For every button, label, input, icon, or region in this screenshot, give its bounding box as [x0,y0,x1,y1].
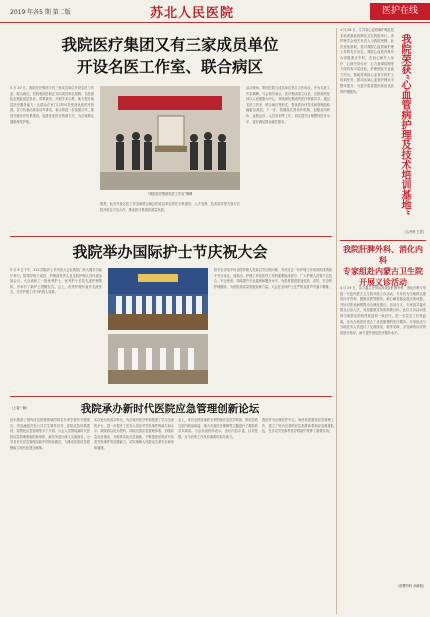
newspaper-brand: 苏北人民医院 [150,6,235,21]
divider-line [10,236,332,237]
column-rule [336,28,337,614]
article3-body-col3: 会上，来自全国各地的专家围绕应急医学救援、院前急救与院内救治衔接、重大灾害医疗保障等主题进行了精彩的学术演讲。与会代表纷纷表示，论坛内容丰富、针对性强，对今后的工作具有重要的指导意义。 [178,418,258,439]
article2-photo-2 [108,334,208,384]
sidebar-story-title: 我院荣获“心血管病护理及技术培训基地” [399,34,410,216]
article1-photo [100,86,240,190]
article3-lead: （上接一版） [10,406,30,410]
article2-body-col1: 5 月 9 日下午，512 国际护士节庆祝大会在我院门诊大楼多功能厅举行。院领导班子成员、护理部负责人及全院护理人员代表参加会议。大会表彰了一批优秀护士、优秀护士长及先进护理集体，并举行了新护士授帽仪式。会上，优秀护理代表作交流发言，分享护理工作中的感人故事。 [10,268,102,295]
article1-title-line1: 我院医疗集团又有三家成员单位 [61,35,279,54]
box2-title-line1: 我院肝脾外科、消化内科 [343,244,423,265]
article1-body-col3: 活动现场，集团总院与成员单位签订合作协议，并为名医工作室揭牌。与会领导表示，医疗集团成立以来，总院始终坚持以人民健康为中心，持续深化集团内医疗资源共享，通过名医工作室、联合病区等形式，将优质诊疗技术和管理经验辐射至基层。下一步，将继续完善协作机制，加强双向转诊、远程会诊、人员培训等工作，切实提升区域整体医疗水平，更好满足群众就医需求。 [246,86,330,124]
article3-body-col4: 我院作为区域医疗中心，始终高度重视应急管理工作，建立了较为完善的应急指挥体系和应急救援队伍，在多次突发事件医疗救援中发挥了重要作用。 [262,418,334,434]
article3-headline: 我院承办新时代医院应急管理创新论坛 [80,403,260,415]
divider-line-2 [10,396,332,397]
article3-body-col1: 论坛邀请了国内应急管理领域的知名专家学者作专题报告，内容涵盖突发公共卫生事件应对、医院应急体系建设、智慧化应急管理等多个方面。与会人员围绕新时代医院应急管理面临的新形势、新任务进行深入交流探讨，分享各自在应急管理实践中的经验做法，为推动医院应急管理能力现代化建言献策。 [10,418,90,450]
sidebar-story-byline: （心内科 王君） [402,230,426,234]
box2-title-line2: 专家组赴内蒙古卫生院 [343,266,423,276]
box2-body: 4 月 29 日，由方鑫主任带队的我院肝脾外科、消化内科专家组一行赴内蒙古卫生院开展义诊活动。专家们为当地群众提供诊疗咨询、健康宣教等服务，耐心解答群众提出的问题，并针对患者病情提出合理化建议。活动当天，专家组共接诊群众百余人次，发放健康宣传资料数百份。此次义诊活动受到当地群众的热烈欢迎和一致好评，进一步拉近了医患距离，也为当地居民送去了优质便捷的医疗服务。专家组还与当地医务人员进行了交流座谈，就常见病、多发病的诊疗规范进行指导，助力提升基层医疗服务水平。 [340,286,426,335]
nurses-stage-photo-icon [108,268,208,330]
section-label: 医护在线 [370,3,430,20]
article1-title-line2: 开设名医工作室、联合病区 [76,57,263,76]
box2-title-line3: 开展义诊活动 [359,277,407,287]
box2-byline: （肝脾外科 孙晓旭） [396,584,426,588]
sidebar-story-body: 4 月 28 日，江苏省心血管病护理及技术培训基地授牌仪式在我院举行。省护理学会相关负责人为我院授牌。此次获批基地，是对我院心血管病护理工作的充分肯定。我院心血管内科作为省级重点专科，在冠心病介入治疗、心律失常诊疗、心力衰竭管理等方面具有丰富经验，护理团队专业能力突出。基地将承担心血管专科护士培训任务，推动区域心血管护理水平整体提升，为更多患者提供规范优质的护理服务。 [340,28,394,94]
article2-body-col2: 院长在讲话中向全院护理人员致以节日的问候，并对过去一年护理工作取得的成绩给予充分肯定。他指出，护理工作是医疗工作的重要组成部分，广大护理人员要不忘初心、牢记使命，持续提升专业素养和服务水平，为患者提供更加优质、高效、安全的护理服务，为医院高质量发展贡献力量。大会在全体护士庄严的宣誓声中落下帷幕。 [214,268,332,289]
stage-photo-icon [108,334,208,384]
article1-body-col2: 据悉，此次开设名医工作室和联合病区的成员单位将在专科建设、人才培养、技术指导等方面与总院开展全方位合作，推动医疗集团高质量发展。 [100,202,240,212]
article2-headline: 我院举办国际护士节庆祝大会 [72,243,268,261]
sidebar-divider [340,240,426,241]
ceremony-photo-icon [100,86,240,190]
article1-photo-caption: “我院医疗集团名医工作室”揭牌 [147,192,193,196]
issue-date: 2019 年各5 期 第二版 [10,9,71,16]
page-header [0,0,430,23]
article2-photo [108,268,208,330]
article1-headline [10,34,330,78]
box2-headline [340,244,426,288]
article1-body-col1: 5 月 20 日，我院医疗集团又有三家成员单位开设名医工作室、联合病区。医院集团总院正式向成员单位授牌，名医团队定期赴基层坐诊，带教查房，开展手术示教，助力提升基层医疗服务能力，让群众在家门口即可享受到优质医疗资源。各方代表出席活动并讲话，表示将进一步加强合作，推进分级诊疗体系建设，促进优质医疗资源下沉，为区域群众健康保驾护航。 [10,86,94,124]
article3-body-col2: 本次论坛的成功举办，为区域内医疗机构搭建了学习交流的平台，进一步提升了医务人员应对突发事件的能力和水平。我院将以此为契机，持续完善应急管理体系，加强应急队伍建设，开展常态化应急演练，不断提高医院应对各类突发事件的处置能力，切实保障人民群众生命安全和身体健康。 [94,418,174,450]
